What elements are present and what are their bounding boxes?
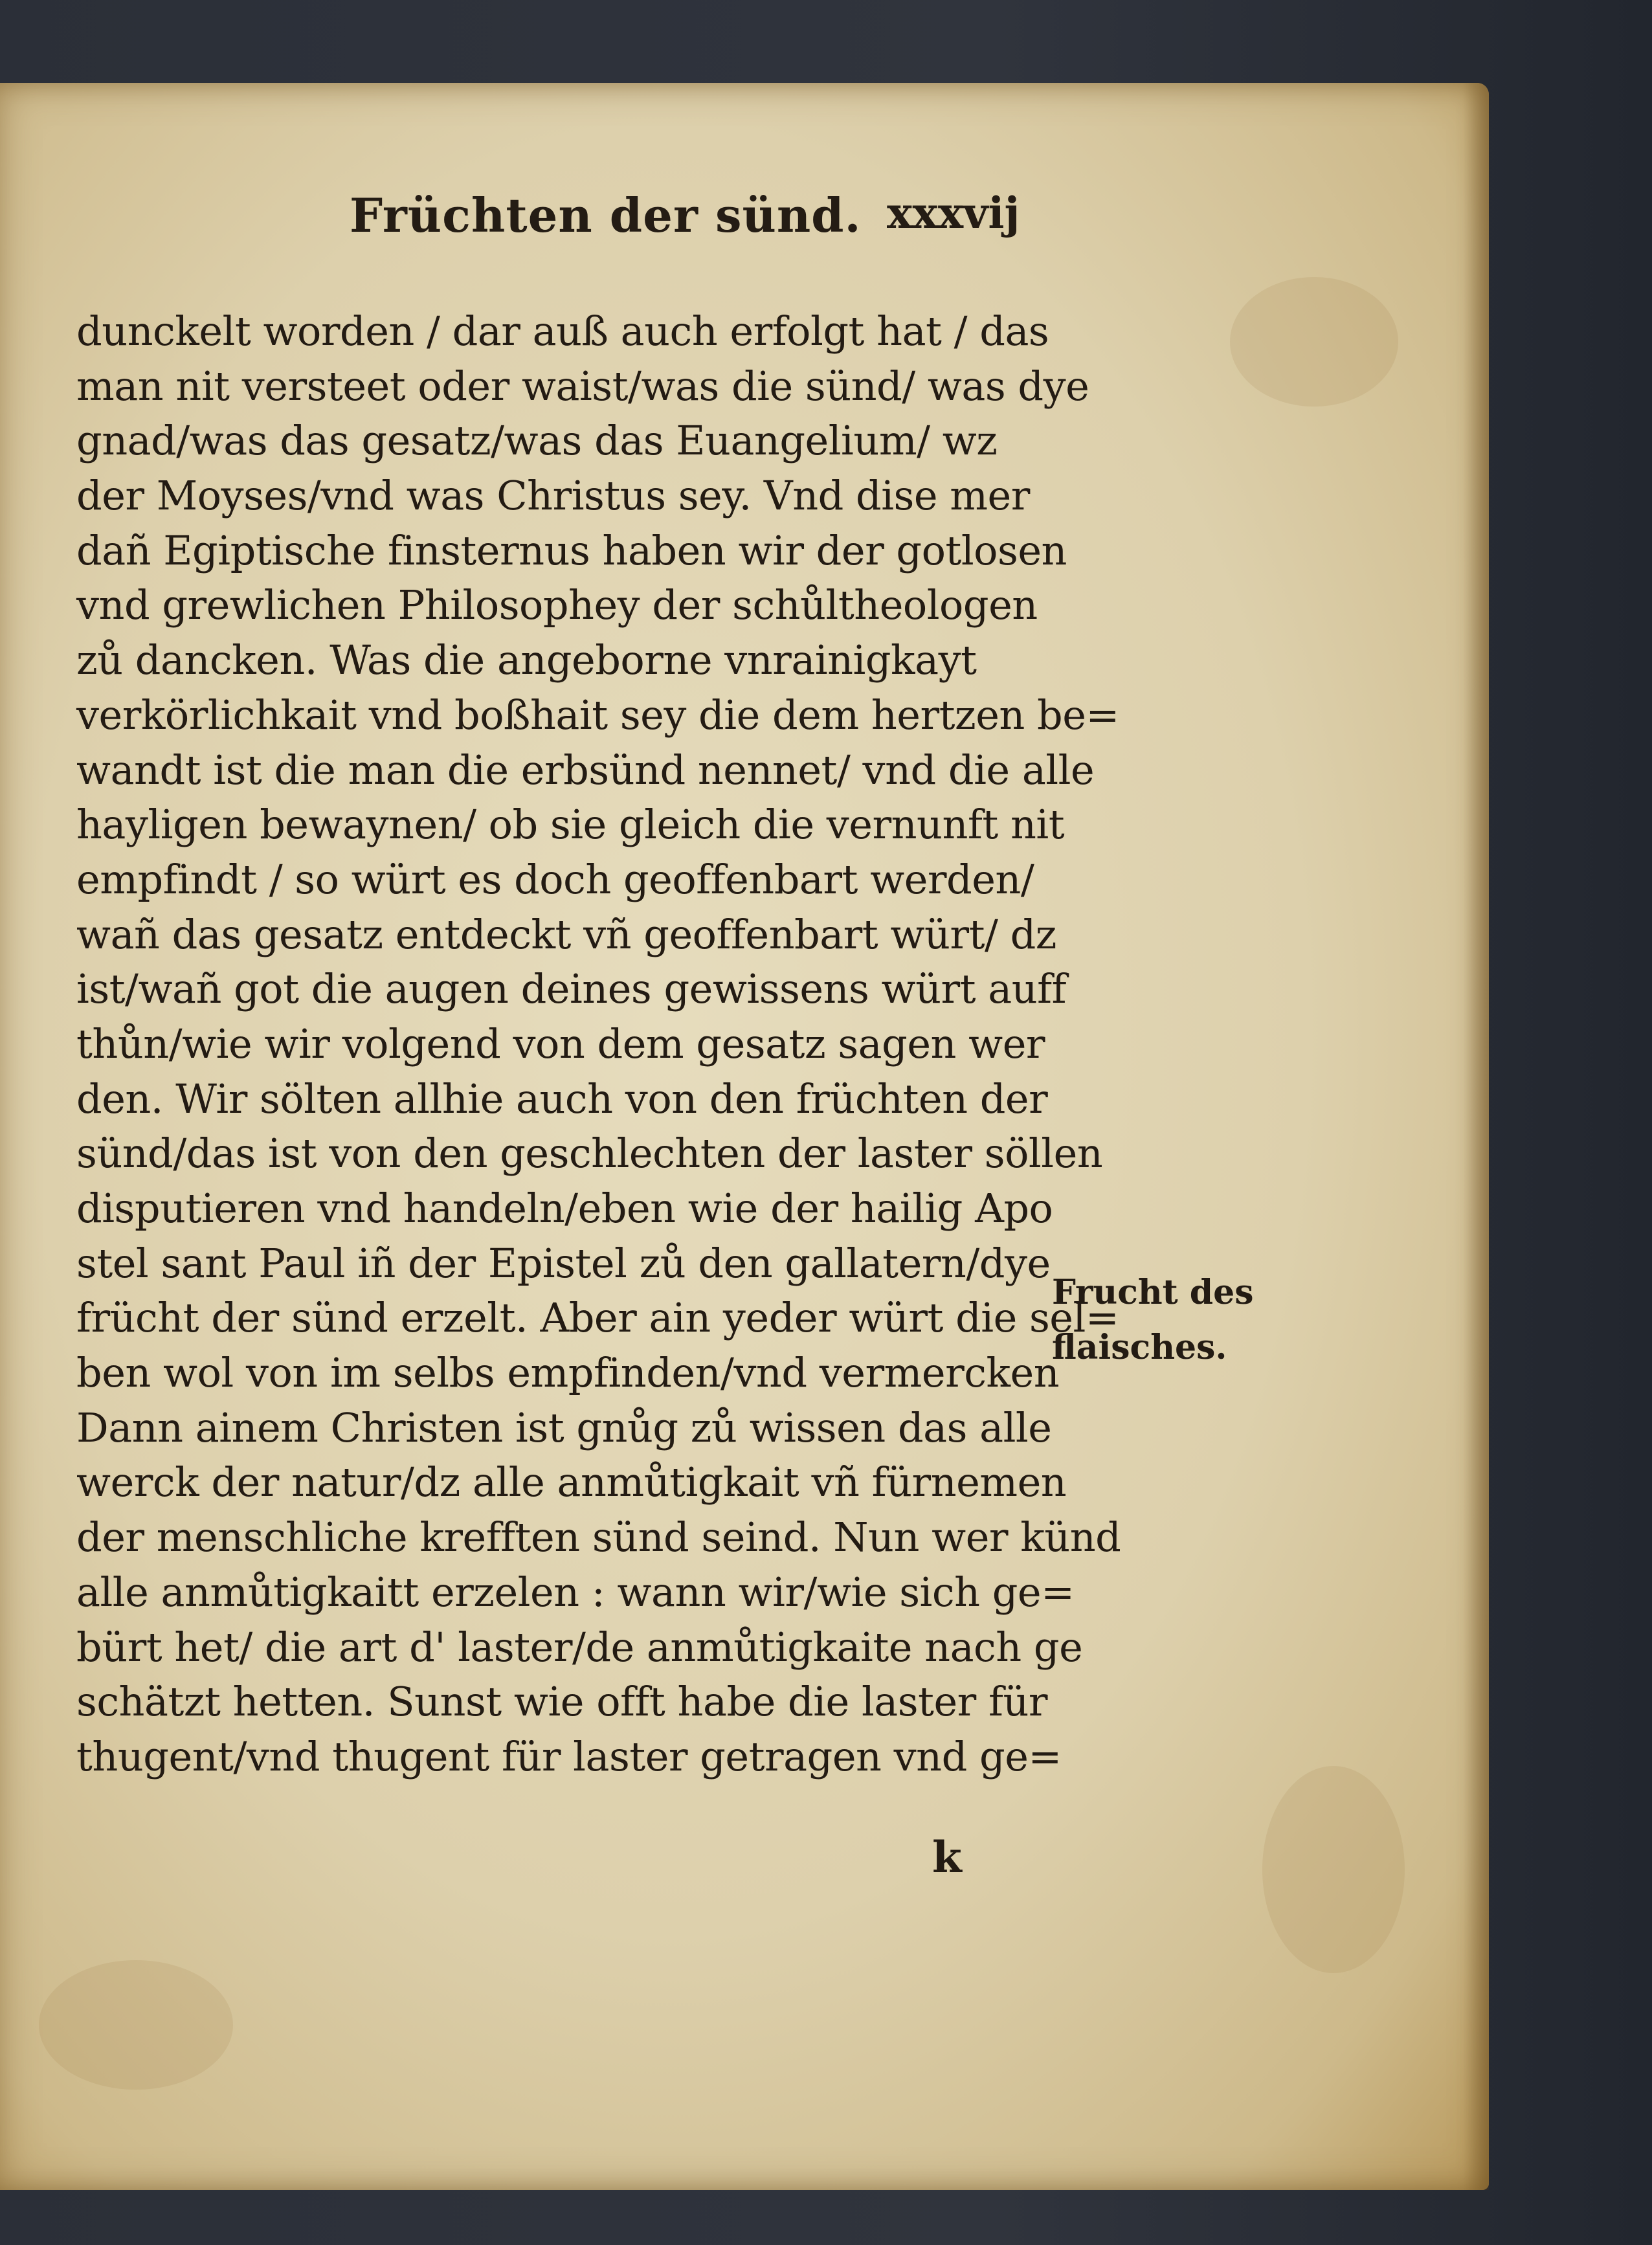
text-line: man nit versteet oder waist/was die sünd/ was dye xyxy=(76,362,1089,410)
text-line: vnd grewlichen Philosophey der schůltheologen xyxy=(76,581,1038,629)
text-line: zů dancken. Was die angeborne vnrainigkayt xyxy=(76,636,977,684)
text-line: dañ Egiptische finsternus haben wir der gotlosen xyxy=(76,526,1067,574)
text-line: bürt het/ die art d' laster/de anmůtigkaite nach ge xyxy=(76,1623,1083,1671)
marginal-note-line: flaisches. xyxy=(1052,1327,1227,1367)
text-line: thůn/wie wir volgend von dem gesatz sagen wer xyxy=(76,1020,1045,1067)
marginal-note xyxy=(1052,1266,1266,1375)
text-line: ist/wañ got die augen deines gewissens würt auff xyxy=(76,965,1067,1013)
text-line: dunckelt worden / dar auß auch erfolgt hat / das xyxy=(76,307,1049,355)
running-title: Früchten der sünd. xyxy=(350,188,862,243)
running-head xyxy=(78,162,1062,252)
text-line: stel sant Paul iñ der Epistel zů den gallatern/dye xyxy=(76,1239,1051,1287)
text-line: wañ das gesatz entdeckt vñ geoffenbart würt/ dz xyxy=(76,910,1056,958)
text-line: hayligen bewaynen/ ob sie gleich die vernunft nit xyxy=(76,801,1065,849)
folio-number: xxxvij xyxy=(887,188,1020,238)
text-line: werck der natur/dz alle anmůtigkait vñ fürnemen xyxy=(76,1458,1067,1506)
page-edge-shadow xyxy=(1463,83,1489,2190)
text-line: gnad/was das gesatz/was das Euangelium/ wz xyxy=(76,417,998,465)
paper-stain xyxy=(39,1960,233,2090)
text-line: Dann ainem Christen ist gnůg zů wissen das alle xyxy=(76,1403,1052,1451)
paper-stain xyxy=(1230,277,1398,407)
text-line: thugent/vnd thugent für laster getragen vnd ge= xyxy=(76,1732,1062,1780)
text-line: der Moyses/vnd was Christus sey. Vnd dise mer xyxy=(76,472,1030,520)
text-line: frücht der sünd erzelt. Aber ain yeder würt die sel= xyxy=(76,1294,1119,1342)
marginal-note-line: Frucht des xyxy=(1052,1273,1254,1312)
text-line: sünd/das ist von den geschlechten der laster söllen xyxy=(76,1130,1103,1178)
text-line: den. Wir sölten allhie auch von den früchten der xyxy=(76,1075,1048,1122)
text-line: ben wol von im selbs empfinden/vnd vermercken xyxy=(76,1349,1060,1397)
paper-stain xyxy=(1262,1766,1405,1973)
signature-mark: k xyxy=(932,1832,962,1882)
text-line: der menschliche krefften sünd seind. Nun wer künd xyxy=(76,1513,1121,1561)
body-text xyxy=(76,304,1121,1785)
text-line: wandt ist die man die erbsünd nennet/ vnd die alle xyxy=(76,746,1095,794)
text-line: disputieren vnd handeln/eben wie der hailig Apo xyxy=(76,1185,1053,1232)
text-line: empfindt / so würt es doch geoffenbart werden/ xyxy=(76,855,1034,903)
text-line: schätzt hetten. Sunst wie offt habe die laster für xyxy=(76,1678,1048,1726)
text-line: verkörlichkait vnd boßhait sey die dem hertzen be= xyxy=(76,691,1119,739)
text-line: alle anmůtigkaitt erzelen : wann wir/wie sich ge= xyxy=(76,1568,1075,1616)
